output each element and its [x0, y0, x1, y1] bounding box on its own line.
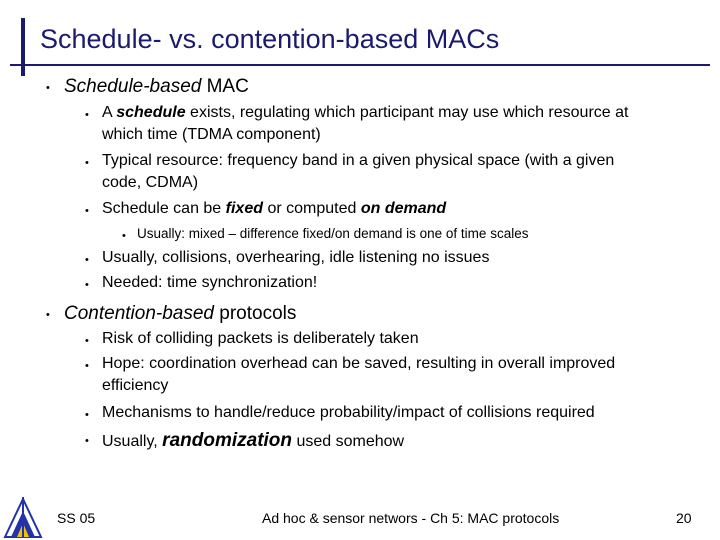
text-run: on demand: [360, 200, 447, 217]
bullet-level2-text: [102, 355, 615, 373]
bullet-level2-text: [102, 330, 419, 348]
text-run: Usually, collisions, overhearing, idle listening no issues: [102, 249, 490, 266]
bullet-level2-text: [102, 377, 168, 395]
text-run: Typical resource: frequency band in a given physical space (with a given: [102, 152, 615, 169]
text-run: Contention-based: [64, 303, 214, 324]
bullet-level2-text: [102, 126, 321, 144]
bullet-level1-text: [64, 303, 296, 325]
bullet-marker: •: [122, 230, 126, 242]
bullet-level2-text: [102, 174, 198, 192]
text-run: Schedule can be: [102, 200, 226, 217]
bullet-marker: •: [85, 157, 89, 169]
bullet-marker: •: [85, 205, 89, 217]
text-run: Usually: mixed – difference fixed/on demand is one of time scales: [137, 226, 529, 241]
bullet-level2-text: [102, 249, 489, 267]
bullet-marker: •: [85, 335, 89, 347]
text-run: efficiency: [102, 377, 169, 394]
bullet-level2-text: [102, 200, 446, 218]
text-run: Needed: time synchronization!: [102, 274, 318, 291]
title-underline: [10, 64, 710, 66]
footer-course-title: Ad hoc & sensor networs - Ch 5: MAC protocols: [262, 510, 560, 526]
text-run: randomization: [162, 430, 293, 451]
text-run: exists, regulating which participant may use which resource at: [185, 104, 629, 121]
title-accent-bar: [21, 18, 25, 76]
university-logo-icon: [3, 495, 43, 539]
bullet-marker: •: [85, 409, 89, 421]
bullet-marker: •: [85, 109, 89, 121]
text-run: used somehow: [292, 433, 405, 450]
bullet-level1-text: [64, 76, 249, 98]
bullet-marker: •: [85, 435, 89, 447]
bullet-level2-text: [102, 104, 628, 122]
bullet-marker: •: [85, 254, 89, 266]
bullet-level3-text: [137, 226, 528, 241]
footer-page-number: 20: [676, 510, 692, 526]
text-run: Hope: coordination overhead can be saved, resulting in overall improved: [102, 355, 616, 372]
text-run: schedule: [116, 104, 186, 121]
bullet-level2-text: [102, 274, 317, 292]
text-run: Risk of colliding packets is deliberately taken: [102, 330, 419, 347]
slide-title: Schedule- vs. contention-based MACs: [40, 24, 500, 54]
text-run: fixed: [225, 200, 263, 217]
bullet-marker: •: [85, 360, 89, 372]
footer-semester: SS 05: [57, 510, 96, 526]
text-run: MAC: [201, 76, 249, 97]
text-run: A: [102, 104, 117, 121]
text-run: code, CDMA): [102, 174, 199, 191]
text-run: Usually,: [102, 433, 163, 450]
text-run: Mechanisms to handle/reduce probability/impact of collisions required: [102, 404, 595, 421]
bullet-level2-text: [102, 152, 614, 170]
text-run: protocols: [214, 303, 297, 324]
text-run: or computed: [263, 200, 361, 217]
text-run: which time (TDMA component): [102, 126, 321, 143]
bullet-marker: •: [46, 82, 50, 94]
bullet-marker: •: [85, 279, 89, 291]
bullet-level2-text: [102, 430, 404, 452]
bullet-level2-text: [102, 404, 595, 422]
bullet-marker: •: [46, 309, 50, 321]
text-run: Schedule-based: [64, 76, 202, 97]
